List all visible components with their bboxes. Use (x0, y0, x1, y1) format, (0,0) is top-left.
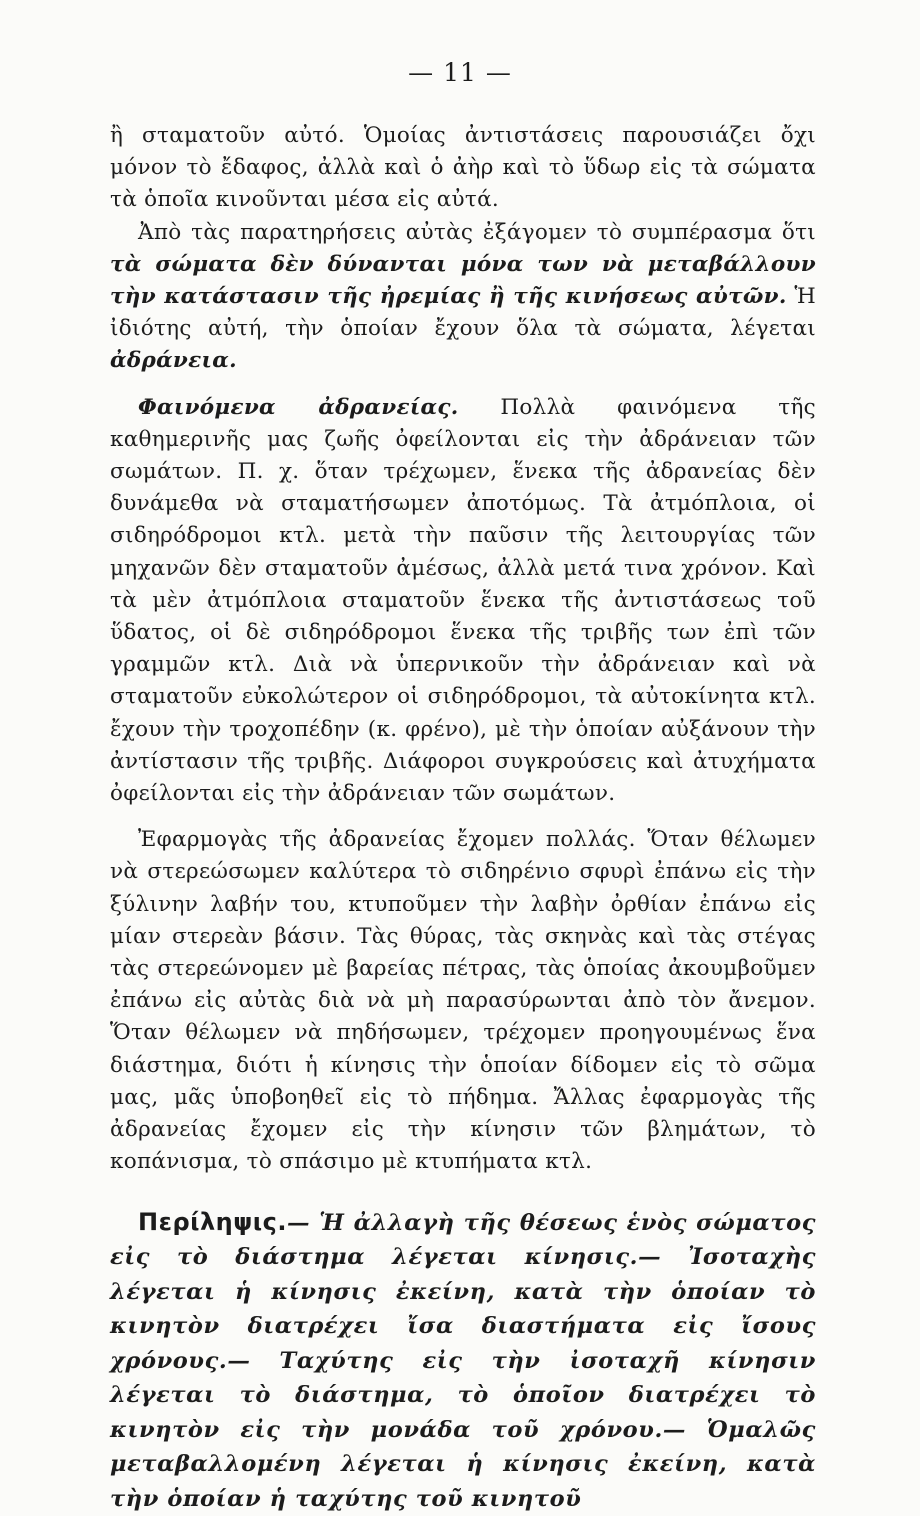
paragraph-applications: Ἐφαρμογὰς τῆς ἀδρανείας ἔχομεν πολλάς. Ὅταν θέλωμεν νὰ στερεώσωμεν καλύτερα τὸ σιδηρένιο σφυρὶ ἐπάνω εἰς τὴν ξύλινην λαβήν του, κτυποῦμεν τὴν λαβὴν ὀρθίαν ἐπάνω εἰς μίαν στερεὰν βάσιν. Τὰς θύρας, τὰς σκηνὰς καὶ τὰς στέγας τὰς στερεώνομεν μὲ βαρείας πέτρας, τὰς ὁποίας ἀκουμβοῦμεν ἐπάνω εἰς αὐτὰς διὰ νὰ μὴ παρασύρωνται ἀπὸ τὸν ἄνεμον. Ὅταν θέλωμεν νὰ πηδήσωμεν, τρέχομεν προηγουμένως ἕνα διάστημα, διότι ἡ κίνησις τὴν ὁποίαν δίδομεν εἰς τὸ σῶμα μας, μᾶς ὑποβοηθεῖ εἰς τὸ πήδημα. Ἄλλας ἐφαρμογὰς τῆς ἀδρανείας ἔχομεν εἰς τὴν κίνησιν τῶν βλημάτων, τὸ κοπάνισμα, τὸ σπάσιμο μὲ κτυπήματα κτλ. (110, 824, 816, 1178)
summary-text: — Ἡ ἀλλαγὴ τῆς θέσεως ἑνὸς σώματος εἰς τὸ διάστημα λέγεται κίνησις.— Ἰσοταχὴς λέγεται ἡ κίνησις ἐκείνη, κατὰ τὴν ὁποίαν τὸ κινητὸν διατρέχει ἴσα διαστήματα εἰς ἴσους χρόνους.— Ταχύτης εἰς τὴν ἰσοταχῆ κίνησιν λέγεται τὸ διάστημα, τὸ ὁποῖον διατρέχει τὸ κινητὸν εἰς τὴν μονάδα τοῦ χρόνου.— Ὁμαλῶς μεταβαλλομένη λέγεται ἡ κίνησις ἐκείνη, κατὰ τὴν ὁποίαν ἡ ταχύτης τοῦ κινητοῦ (110, 1210, 816, 1512)
conclusion-emphasis: τὰ σώματα δὲν δύνανται μόνα των νὰ μεταβάλλουν τὴν κατάστασιν τῆς ἠρεμίας ἢ τῆς κινήσεως αὐτῶν. (110, 252, 816, 309)
section-heading-phenomena: Φαινόμενα ἀδρανείας. (138, 395, 459, 420)
page-number: — 11 — (0, 58, 920, 87)
paragraph-conclusion (110, 217, 816, 378)
summary-paragraph (110, 1205, 816, 1516)
summary-heading: Περίληψις. (138, 1208, 287, 1236)
term-inertia: ἀδράνεια. (110, 348, 237, 373)
paragraph-continuation: ἢ σταματοῦν αὐτό. Ὁμοίας ἀντιστάσεις παρουσιάζει ὄχι μόνον τὸ ἔδαφος, ἀλλὰ καὶ ὁ ἀὴρ καὶ τὸ ὕδωρ εἰς τὰ σώματα τὰ ὁποῖα κινοῦνται μέσα εἰς αὐτά. (110, 120, 816, 217)
phenomena-body: Πολλὰ φαινόμενα τῆς καθημερινῆς μας ζωῆς ὀφείλονται εἰς τὴν ἀδράνειαν τῶν σωμάτων. Π. χ. ὅταν τρέχωμεν, ἕνεκα τῆς ἀδρανείας δὲν δυνάμεθα νὰ σταματήσωμεν ἀποτόμως. Τὰ ἀτμόπλοια, οἱ σιδηρόδρομοι κτλ. μετὰ τὴν παῦσιν τῆς λειτουργίας τῶν μηχανῶν δὲν σταματοῦν ἀμέσως, ἀλλὰ μετά τινα χρόνον. Καὶ τὰ μὲν ἀτμόπλοια σταματοῦν ἕνεκα τῆς ἀντιστάσεως τοῦ ὕδατος, οἱ δὲ σιδηρόδρομοι ἕνεκα τῆς τριβῆς των ἐπὶ τῶν γραμμῶν κτλ. Διὰ νὰ ὑπερνικοῦν τὴν ἀδράνειαν καὶ νὰ σταματοῦν εὐκολώτερον οἱ σιδηρόδρομοι, τὰ αὐτοκίνητα κτλ. ἔχουν τὴν τροχοπέδην (κ. φρένο), μὲ τὴν ὁποίαν αὐξάνουν τὴν ἀντίστασιν τῆς τριβῆς. Διάφοροι συγκρούσεις καὶ ἀτυχήματα ὀφείλονται εἰς τὴν ἀδράνειαν τῶν σωμάτων. (110, 395, 816, 806)
paragraph-inertia-phenomena (110, 392, 816, 811)
conclusion-definition: Ἡ ἰδιότης αὐτή, τὴν ὁποίαν ἔχουν ὅλα τὰ σώματα, λέγεται (110, 284, 816, 341)
body-text (110, 120, 816, 1516)
conclusion-lead: Ἀπὸ τὰς παρατηρήσεις αὐτὰς ἐξάγομεν τὸ συμπέρασμα ὅτι (138, 220, 816, 245)
